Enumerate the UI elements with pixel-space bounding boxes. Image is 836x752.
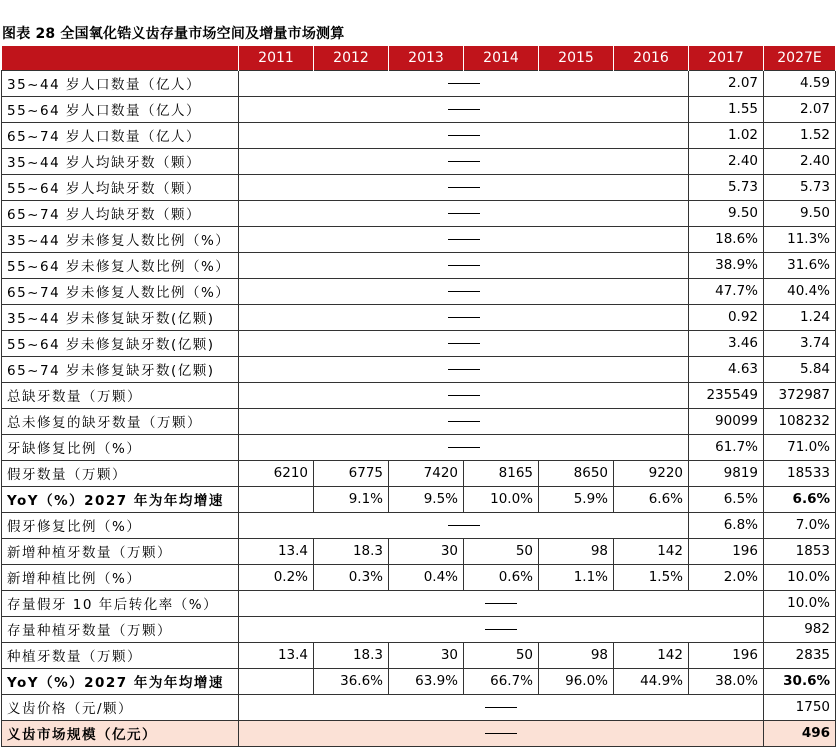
value-2027e: 40.4% bbox=[764, 278, 836, 304]
value-2027e: 31.6% bbox=[764, 252, 836, 278]
value-2027e: 2.07 bbox=[764, 96, 836, 122]
dash-cell bbox=[239, 70, 689, 96]
row-label: 35~44 岁未修复人数比例（%） bbox=[2, 226, 239, 252]
table-row bbox=[2, 512, 836, 538]
dash-line bbox=[448, 109, 480, 110]
table-row bbox=[2, 538, 836, 564]
value-2017: 0.92 bbox=[689, 304, 764, 330]
value-cell: 13.4 bbox=[239, 642, 314, 668]
row-label: 55~64 岁人均缺牙数（颗） bbox=[2, 174, 239, 200]
header-year: 2015 bbox=[539, 46, 614, 70]
header-year: 2012 bbox=[314, 46, 389, 70]
value-2027e: 5.84 bbox=[764, 356, 836, 382]
dash-cell bbox=[239, 330, 689, 356]
table-row bbox=[2, 356, 836, 382]
row-label: 牙缺修复比例（%） bbox=[2, 434, 239, 460]
value-cell: 0.2% bbox=[239, 564, 314, 590]
dash-line bbox=[448, 83, 480, 84]
row-label: 假牙数量（万颗） bbox=[2, 460, 239, 486]
dash-cell bbox=[239, 200, 689, 226]
value-cell: 36.6% bbox=[314, 668, 389, 694]
dash-cell bbox=[239, 226, 689, 252]
value-2017: 235549 bbox=[689, 382, 764, 408]
dash-cell bbox=[239, 512, 689, 538]
value-cell: 18.3 bbox=[314, 538, 389, 564]
dash-cell bbox=[239, 382, 689, 408]
value-2027e: 2.40 bbox=[764, 148, 836, 174]
value-cell: 10.0% bbox=[464, 486, 539, 512]
value-cell: 9.5% bbox=[389, 486, 464, 512]
value-cell: 5.9% bbox=[539, 486, 614, 512]
value-cell bbox=[239, 668, 314, 694]
value-cell: 98 bbox=[539, 642, 614, 668]
dash-line bbox=[485, 733, 517, 734]
dash-cell bbox=[239, 720, 764, 746]
dash-line bbox=[448, 525, 480, 526]
table-row bbox=[2, 122, 836, 148]
row-label: 55~64 岁人口数量（亿人） bbox=[2, 96, 239, 122]
dash-line bbox=[448, 343, 480, 344]
header-year: 2011 bbox=[239, 46, 314, 70]
value-2027e: 3.74 bbox=[764, 330, 836, 356]
value-2027e: 1.24 bbox=[764, 304, 836, 330]
value-2017: 3.46 bbox=[689, 330, 764, 356]
dash-line bbox=[485, 603, 517, 604]
value-2027e: 71.0% bbox=[764, 434, 836, 460]
value-cell: 50 bbox=[464, 538, 539, 564]
value-2017: 61.7% bbox=[689, 434, 764, 460]
table-row bbox=[2, 434, 836, 460]
value-cell: 0.6% bbox=[464, 564, 539, 590]
table-row bbox=[2, 148, 836, 174]
dash-line bbox=[448, 239, 480, 240]
header-year: 2016 bbox=[614, 46, 689, 70]
dash-line bbox=[448, 187, 480, 188]
dash-line bbox=[448, 213, 480, 214]
table-row bbox=[2, 564, 836, 590]
dash-line bbox=[485, 629, 517, 630]
dash-cell bbox=[239, 174, 689, 200]
dash-line bbox=[448, 395, 480, 396]
value-cell: 38.0% bbox=[689, 668, 764, 694]
value-cell: 9.1% bbox=[314, 486, 389, 512]
dash-cell bbox=[239, 122, 689, 148]
dash-line bbox=[448, 291, 480, 292]
value-cell: 142 bbox=[614, 642, 689, 668]
value-cell: 0.3% bbox=[314, 564, 389, 590]
table-row bbox=[2, 200, 836, 226]
table-row bbox=[2, 174, 836, 200]
row-label: 存量假牙 10 年后转化率（%） bbox=[2, 590, 239, 616]
value-cell: 8650 bbox=[539, 460, 614, 486]
dash-cell bbox=[239, 96, 689, 122]
dash-cell bbox=[239, 148, 689, 174]
row-label: 总缺牙数量（万颗） bbox=[2, 382, 239, 408]
value-cell: 30 bbox=[389, 538, 464, 564]
value-cell: 2.0% bbox=[689, 564, 764, 590]
value-cell: 8165 bbox=[464, 460, 539, 486]
row-label: 35~44 岁未修复缺牙数(亿颗) bbox=[2, 304, 239, 330]
table-row bbox=[2, 460, 836, 486]
value-cell: 9220 bbox=[614, 460, 689, 486]
value-2017: 9.50 bbox=[689, 200, 764, 226]
dash-line bbox=[448, 317, 480, 318]
value-cell: 6.6% bbox=[614, 486, 689, 512]
row-label: 35~44 岁人口数量（亿人） bbox=[2, 70, 239, 96]
value-2027e: 9.50 bbox=[764, 200, 836, 226]
header-year: 2013 bbox=[389, 46, 464, 70]
value-cell: 18533 bbox=[764, 460, 836, 486]
value-cell: 30 bbox=[389, 642, 464, 668]
table-title: 图表 28 全国氧化锆义齿存量市场空间及增量市场测算 bbox=[2, 26, 345, 42]
row-label: 存量种植牙数量（万颗） bbox=[2, 616, 239, 642]
value-cell: 13.4 bbox=[239, 538, 314, 564]
header-year: 2017 bbox=[689, 46, 764, 70]
value-cell bbox=[239, 486, 314, 512]
table-row bbox=[2, 70, 836, 96]
table-row bbox=[2, 304, 836, 330]
table-row bbox=[2, 694, 836, 720]
dash-line bbox=[448, 265, 480, 266]
dash-cell bbox=[239, 590, 764, 616]
table-row bbox=[2, 226, 836, 252]
row-label: 55~64 岁未修复缺牙数(亿颗) bbox=[2, 330, 239, 356]
row-label: YoY（%）2027 年为年均增速 bbox=[2, 486, 239, 512]
value-cell: 7420 bbox=[389, 460, 464, 486]
value-2027e: 10.0% bbox=[764, 590, 836, 616]
value-cell: 1853 bbox=[764, 538, 836, 564]
value-2017: 38.9% bbox=[689, 252, 764, 278]
value-2017: 5.73 bbox=[689, 174, 764, 200]
dash-cell bbox=[239, 408, 689, 434]
row-label: 35~44 岁人均缺牙数（颗） bbox=[2, 148, 239, 174]
value-cell: 6.6% bbox=[764, 486, 836, 512]
market-table bbox=[1, 46, 836, 747]
value-2017: 90099 bbox=[689, 408, 764, 434]
dash-cell bbox=[239, 694, 764, 720]
table-row bbox=[2, 96, 836, 122]
value-cell: 50 bbox=[464, 642, 539, 668]
row-label: 假牙修复比例（%） bbox=[2, 512, 239, 538]
table-row bbox=[2, 382, 836, 408]
table-row bbox=[2, 668, 836, 694]
value-cell: 30.6% bbox=[764, 668, 836, 694]
value-2017: 6.8% bbox=[689, 512, 764, 538]
value-2027e: 372987 bbox=[764, 382, 836, 408]
value-cell: 6775 bbox=[314, 460, 389, 486]
row-label: YoY（%）2027 年为年均增速 bbox=[2, 668, 239, 694]
value-2027e: 1750 bbox=[764, 694, 836, 720]
dash-cell bbox=[239, 616, 764, 642]
value-2027e: 7.0% bbox=[764, 512, 836, 538]
row-label: 65~74 岁未修复缺牙数(亿颗) bbox=[2, 356, 239, 382]
value-cell: 10.0% bbox=[764, 564, 836, 590]
value-cell: 18.3 bbox=[314, 642, 389, 668]
value-cell: 9819 bbox=[689, 460, 764, 486]
value-2027e: 11.3% bbox=[764, 226, 836, 252]
value-cell: 1.1% bbox=[539, 564, 614, 590]
dash-cell bbox=[239, 252, 689, 278]
value-2017: 1.55 bbox=[689, 96, 764, 122]
dash-line bbox=[448, 447, 480, 448]
table-row bbox=[2, 330, 836, 356]
value-cell: 96.0% bbox=[539, 668, 614, 694]
row-label: 义齿市场规模（亿元） bbox=[2, 720, 239, 746]
value-cell: 196 bbox=[689, 538, 764, 564]
header-year: 2027E bbox=[764, 46, 836, 70]
value-2027e: 5.73 bbox=[764, 174, 836, 200]
table-row bbox=[2, 278, 836, 304]
row-label: 65~74 岁人口数量（亿人） bbox=[2, 122, 239, 148]
value-cell: 196 bbox=[689, 642, 764, 668]
value-2027e: 1.52 bbox=[764, 122, 836, 148]
table-row bbox=[2, 616, 836, 642]
value-2017: 2.40 bbox=[689, 148, 764, 174]
dash-cell bbox=[239, 278, 689, 304]
row-label: 总未修复的缺牙数量（万颗） bbox=[2, 408, 239, 434]
dash-cell bbox=[239, 356, 689, 382]
value-cell: 142 bbox=[614, 538, 689, 564]
header-row bbox=[2, 46, 836, 70]
table-row bbox=[2, 642, 836, 668]
value-2017: 47.7% bbox=[689, 278, 764, 304]
value-cell: 0.4% bbox=[389, 564, 464, 590]
row-label: 65~74 岁人均缺牙数（颗） bbox=[2, 200, 239, 226]
dash-line bbox=[485, 707, 517, 708]
value-cell: 98 bbox=[539, 538, 614, 564]
dash-line bbox=[448, 421, 480, 422]
header-year: 2014 bbox=[464, 46, 539, 70]
value-2027e: 4.59 bbox=[764, 70, 836, 96]
value-cell: 6210 bbox=[239, 460, 314, 486]
value-cell: 66.7% bbox=[464, 668, 539, 694]
value-2017: 1.02 bbox=[689, 122, 764, 148]
row-label: 65~74 岁未修复人数比例（%） bbox=[2, 278, 239, 304]
value-2027e: 496 bbox=[764, 720, 836, 746]
value-cell: 2835 bbox=[764, 642, 836, 668]
value-cell: 1.5% bbox=[614, 564, 689, 590]
dash-cell bbox=[239, 434, 689, 460]
table-row bbox=[2, 408, 836, 434]
table-row bbox=[2, 486, 836, 512]
dash-line bbox=[448, 135, 480, 136]
row-label: 新增种植牙数量（万颗） bbox=[2, 538, 239, 564]
row-label: 新增种植比例（%） bbox=[2, 564, 239, 590]
value-2017: 18.6% bbox=[689, 226, 764, 252]
value-cell: 63.9% bbox=[389, 668, 464, 694]
value-cell: 6.5% bbox=[689, 486, 764, 512]
value-cell: 44.9% bbox=[614, 668, 689, 694]
row-label: 义齿价格（元/颗） bbox=[2, 694, 239, 720]
table-row bbox=[2, 252, 836, 278]
value-2027e: 108232 bbox=[764, 408, 836, 434]
dash-line bbox=[448, 369, 480, 370]
row-label: 种植牙数量（万颗） bbox=[2, 642, 239, 668]
table-row bbox=[2, 590, 836, 616]
header-label-cell bbox=[2, 46, 239, 70]
row-label: 55~64 岁未修复人数比例（%） bbox=[2, 252, 239, 278]
dash-cell bbox=[239, 304, 689, 330]
table-row bbox=[2, 720, 836, 746]
dash-line bbox=[448, 161, 480, 162]
table-body bbox=[2, 70, 836, 746]
value-2017: 2.07 bbox=[689, 70, 764, 96]
value-2027e: 982 bbox=[764, 616, 836, 642]
value-2017: 4.63 bbox=[689, 356, 764, 382]
